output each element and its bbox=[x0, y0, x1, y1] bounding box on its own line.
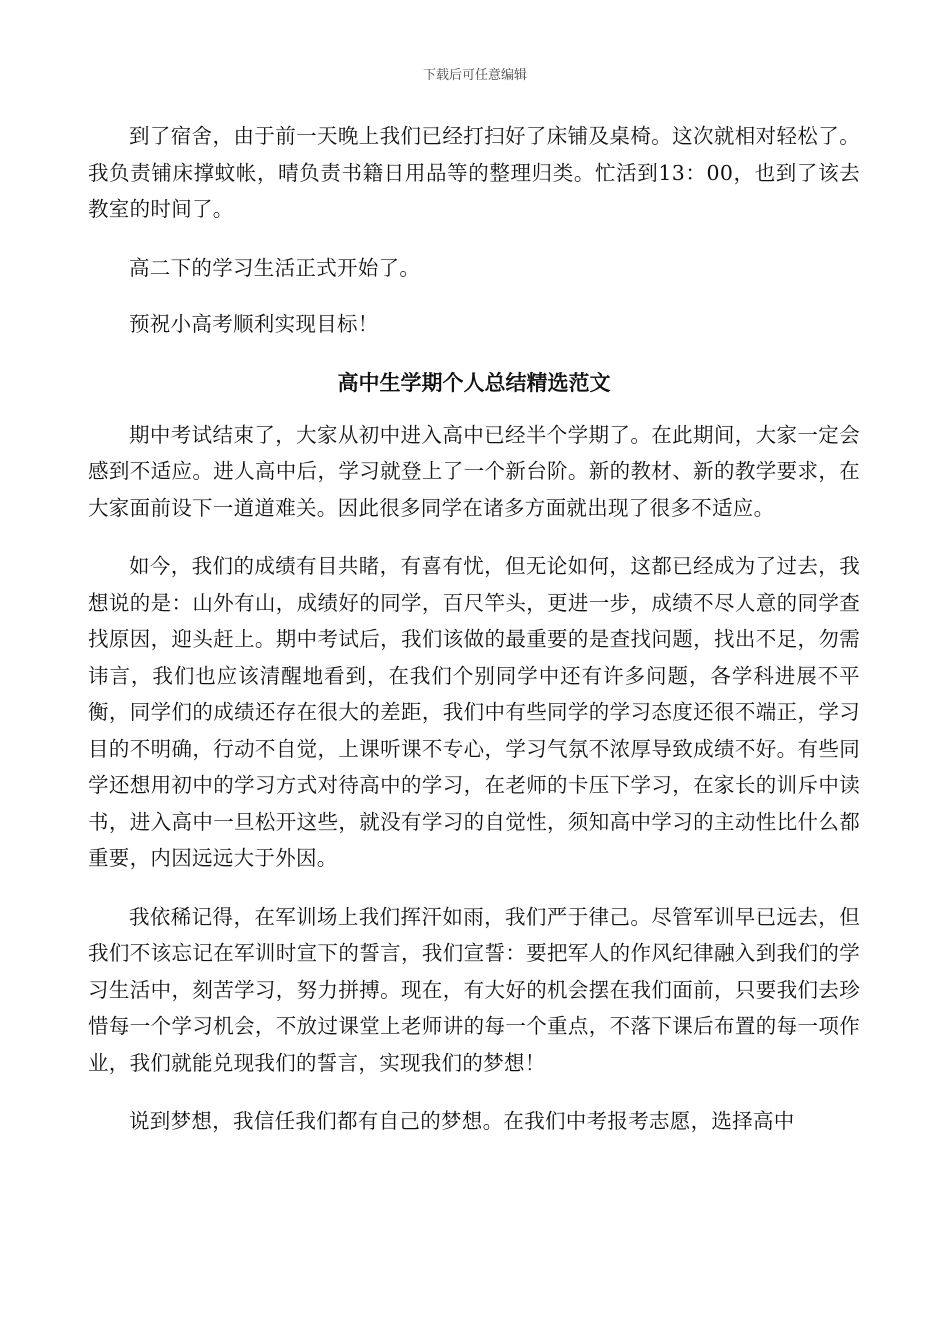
document-body bbox=[88, 118, 860, 1162]
section-title: 高中生学期个人总结精选范文 bbox=[337, 369, 611, 395]
paragraph-military-training: 我依稀记得，在军训场上我们挥汗如雨，我们严于律己。尽管军训早已远去，但我们不该忘记在军训时宣下的誓言，我们宣誓：要把军人的作风纪律融入到我们的学习生活中，刻苦学习，努力拼搏。现在，有大好的机会摆在我们面前，只要我们去珍惜每一个学习机会，不放过课堂上老师讲的每一个重点，不落下课后布置的每一项作业，我们就能兑现我们的誓言，实现我们的梦想！ bbox=[88, 904, 860, 1075]
paragraph-dorm: 到了宿舍，由于前一天晚上我们已经打扫好了床铺及桌椅。这次就相对轻松了。我负责铺床撑蚊帐，晴负责书籍日用品等的整理归类。忙活到13：00，也到了该去教室的时间了。 bbox=[88, 124, 860, 221]
paragraph-dreams: 说到梦想，我信任我们都有自己的梦想。在我们中考报考志愿，选择高中 bbox=[129, 1109, 795, 1133]
paragraph-midterm: 期中考试结束了，大家从初中进入高中已经半个学期了。在此期间，大家一定会感到不适应。进人高中后，学习就登上了一个新台阶。新的教材、新的教学要求，在大家面前设下一道道难关。因此很多同学在诸多方面就出现了很多不适应。 bbox=[88, 422, 860, 520]
paragraph-wish: 预祝小高考顺利实现目标！ bbox=[129, 312, 379, 336]
paragraph-semester-start: 高二下的学习生活正式开始了。 bbox=[129, 255, 421, 280]
page-header: 下载后可任意编辑 bbox=[422, 68, 527, 83]
paragraph-results: 如今，我们的成绩有目共睹，有喜有忧，但无论如何，这都已经成为了过去，我想说的是：山外有山，成绩好的同学，百尺竿头，更进一步，成绩不尽人意的同学查找原因，迎头赶上。期中考试后，我们该做的最重要的是查找问题，找出不足，勿需讳言，我们也应该清醒地看到，在我们个别同学中还有许多问题，各学科进展不平衡，同学们的成绩还存在很大的差距，我们中有些同学的学习态度还很不端正，学习目的不明确，行动不自觉，上课听课不专心，学习气氛不浓厚导致成绩不好。有些同学还想用初中的学习方式对待高中的学习，在老师的卡压下学习，在家长的训斥中读书，进入高中一旦松开这些，就没有学习的自觉性，须知高中学习的主动性比什么都重要，内因远远大于外因。 bbox=[88, 554, 860, 870]
